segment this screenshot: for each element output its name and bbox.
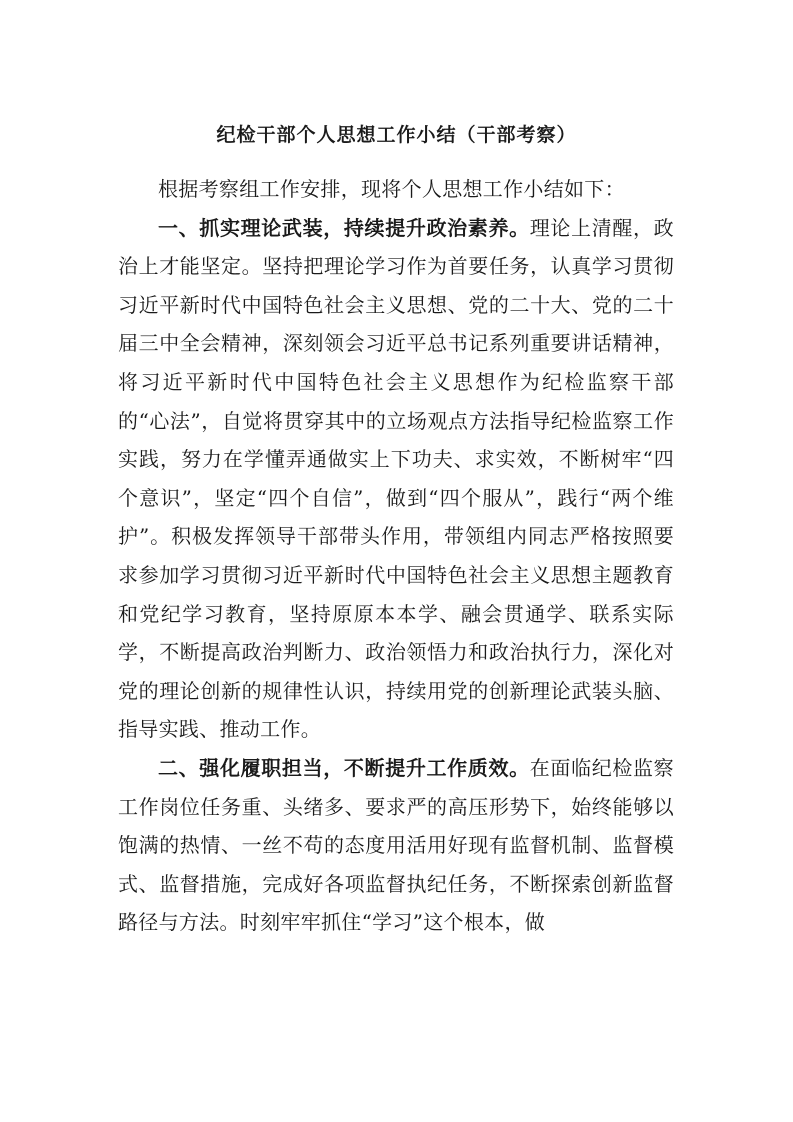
section-text-1: 理论上清醒，政治上才能坚定。坚持把理论学习作为首要任务，认真学习贯彻习近平新时代中国特色社会主义思想、党的二十大、党的二十届三中全会精神，深刻领会习近平总书记系列重要讲话精神，将习近平新时代中国特色社会主义思想作为纪检监察干部的“心法”，自觉将贯穿其中的立场观点方法指导纪检监察工作实践，努力在学懂弄通做实上下功夫、求实效，不断树牢“四个意识”，坚定“四个自信”，做到“四个服从”，践行“两个维护”。积极发挥领导干部带头作用，带领组内同志严格按照要求参加学习贯彻习近平新时代中国特色社会主义思想主题教育和党纪学习教育，坚持原原本本学、融会贯通学、联系实际学，不断提高政治判断力、政治领悟力和政治执行力，深化对党的理论创新的规律性认识，持续用党的创新理论武装头脑、指导实践、推动工作。	[118, 215, 674, 742]
section-heading-1: 一、抓实理论武装，持续提升政治素养。	[158, 215, 530, 240]
section-text-2: 在面临纪检监察工作岗位任务重、头绪多、要求严的高压形势下，始终能够以饱满的热情、一丝不苟的态度用活用好现有监督机制、监督模式、监督措施，完成好各项监督执纪任务，不断探索创新监督路径与方法。时刻牢牢抓住“学习”这个根本，做	[118, 755, 674, 935]
intro-paragraph: 根据考察组工作安排，现将个人思想工作小结如下：	[158, 177, 625, 201]
section-heading-2: 二、强化履职担当，不断提升工作质效。	[158, 755, 530, 780]
section-paragraph-2	[118, 749, 674, 942]
document-title: 纪检干部个人思想工作小结（干部考察）	[216, 124, 577, 146]
document-body	[118, 170, 674, 942]
section-paragraph-1	[118, 209, 674, 749]
